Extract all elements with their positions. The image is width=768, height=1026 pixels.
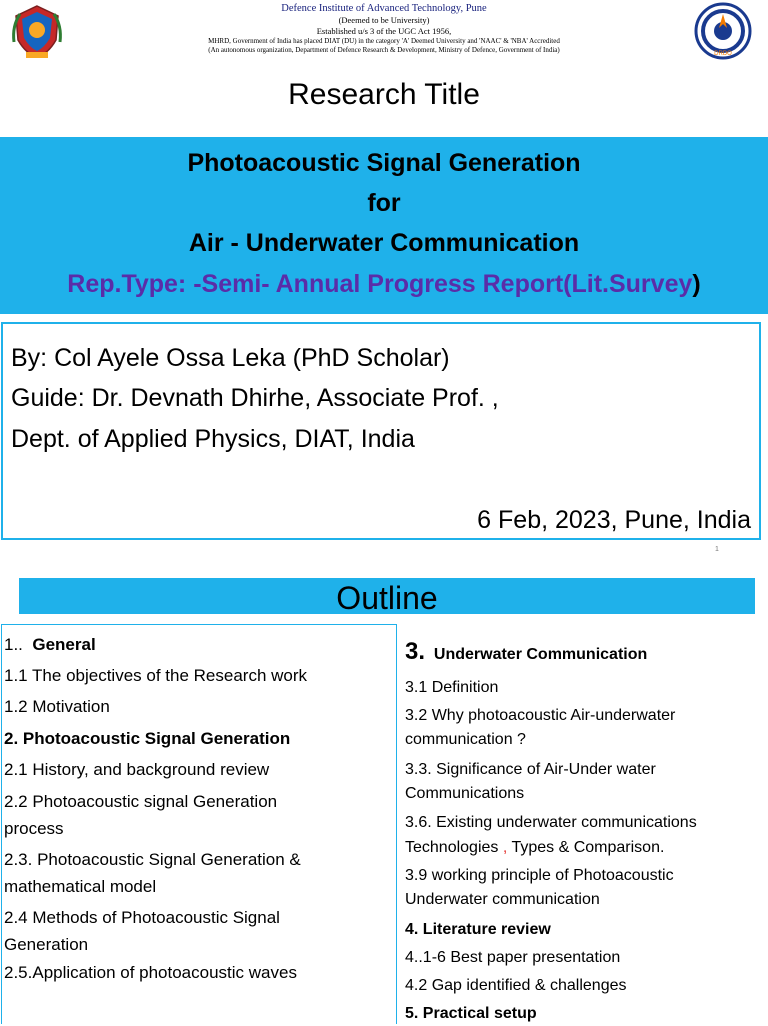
institute-name: Defence Institute of Advanced Technology, Pune — [281, 3, 487, 14]
report-type-text: Rep.Type: -Semi- Annual Progress Report(Lit.Survey — [67, 270, 693, 298]
outline-item: 3.6. Existing underwater communications — [405, 814, 697, 831]
outline-item-cont: Underwater communication — [405, 891, 600, 908]
outline-item: 5. Practical setup — [405, 1005, 537, 1022]
drdo-logo-text: DRDO — [714, 51, 732, 57]
outline-item: 2.3. Photoacoustic Signal Generation & — [4, 850, 301, 869]
title-line-2: for — [367, 189, 401, 217]
outline-heading: Outline — [19, 578, 755, 614]
outline-text: Technologies — [405, 839, 503, 856]
institute-established: Established u/s 3 of the UGC Act 1956, — [316, 26, 452, 36]
outline-item-cont — [405, 836, 765, 860]
outline-item: 3.9 working principle of Photoacoustic — [405, 867, 674, 884]
institute-mhrd: MHRD, Government of India has placed DIAT (DU) in the category 'A' Deemed University and 'NAAC' & 'NBA' Accredited — [208, 37, 560, 45]
outline-item: 2. Photoacoustic Signal Generation — [4, 729, 291, 748]
outline-item-general-num: 1.. — [4, 635, 23, 654]
outline-item: 3.3. Significance of Air-Under water — [405, 761, 656, 778]
outline-item-cont: Generation — [4, 935, 89, 954]
title-banner — [0, 137, 768, 314]
red-comma: , — [502, 839, 508, 856]
institute-autonomous: (An autonomous organization, Department of Defence Research & Development, Ministry of Defence, Government of India) — [208, 46, 560, 54]
outline-section-3-text: Underwater Communication — [433, 646, 648, 663]
outline-item-general — [4, 631, 392, 658]
title-line-3: Air - Underwater Communication — [188, 229, 580, 257]
outline-item-cont: mathematical model — [4, 877, 157, 896]
outline-item-general-text: General — [32, 635, 96, 654]
research-title: Research Title — [288, 78, 480, 111]
outline-item: 2.4 Methods of Photoacoustic Signal — [4, 908, 280, 927]
department-line: Dept. of Applied Physics, DIAT, India — [11, 425, 415, 453]
outline-item: 1.2 Motivation — [4, 697, 110, 716]
title-line-1: Photoacoustic Signal Generation — [187, 149, 581, 177]
report-type-paren: ) — [692, 270, 701, 298]
outline-item-cont: Communications — [405, 785, 525, 802]
outline-item: 3.2 Why photoacoustic Air-underwater — [405, 707, 676, 724]
diat-emblem-logo — [8, 2, 66, 60]
outline-item: 2.2 Photoacoustic signal Generation — [4, 792, 278, 811]
guide-line: Guide: Dr. Devnath Dhirhe, Associate Prof. , — [11, 384, 499, 412]
drdo-logo — [694, 2, 752, 60]
institute-deemed: (Deemed to be University) — [338, 15, 430, 25]
outline-section-3-num: 3. — [405, 638, 426, 665]
outline-item-cont: process — [4, 819, 64, 838]
outline-section-3 — [405, 640, 765, 667]
date-line: 6 Feb, 2023, Pune, India — [477, 506, 751, 534]
author-box — [1, 322, 761, 540]
page-number: 1 — [715, 546, 719, 553]
outline-item: 2.1 History, and background review — [4, 760, 270, 779]
outline-item: 4..1-6 Best paper presentation — [405, 949, 621, 966]
outline-item: 3.1 Definition — [405, 679, 499, 696]
outline-item-cont: communication ? — [405, 731, 526, 748]
left-outline-box — [1, 624, 397, 1024]
outline-item: 2.5.Application of photoacoustic waves — [4, 963, 297, 982]
outline-item: 1.1 The objectives of the Research work — [4, 666, 308, 685]
author-line: By: Col Ayele Ossa Leka (PhD Scholar) — [11, 344, 450, 372]
outline-item: 4. Literature review — [405, 921, 551, 938]
outline-text: Types & Comparison. — [507, 839, 665, 856]
institute-header — [130, 2, 638, 55]
outline-item: 4.2 Gap identified & challenges — [405, 977, 627, 994]
report-type — [0, 268, 768, 300]
